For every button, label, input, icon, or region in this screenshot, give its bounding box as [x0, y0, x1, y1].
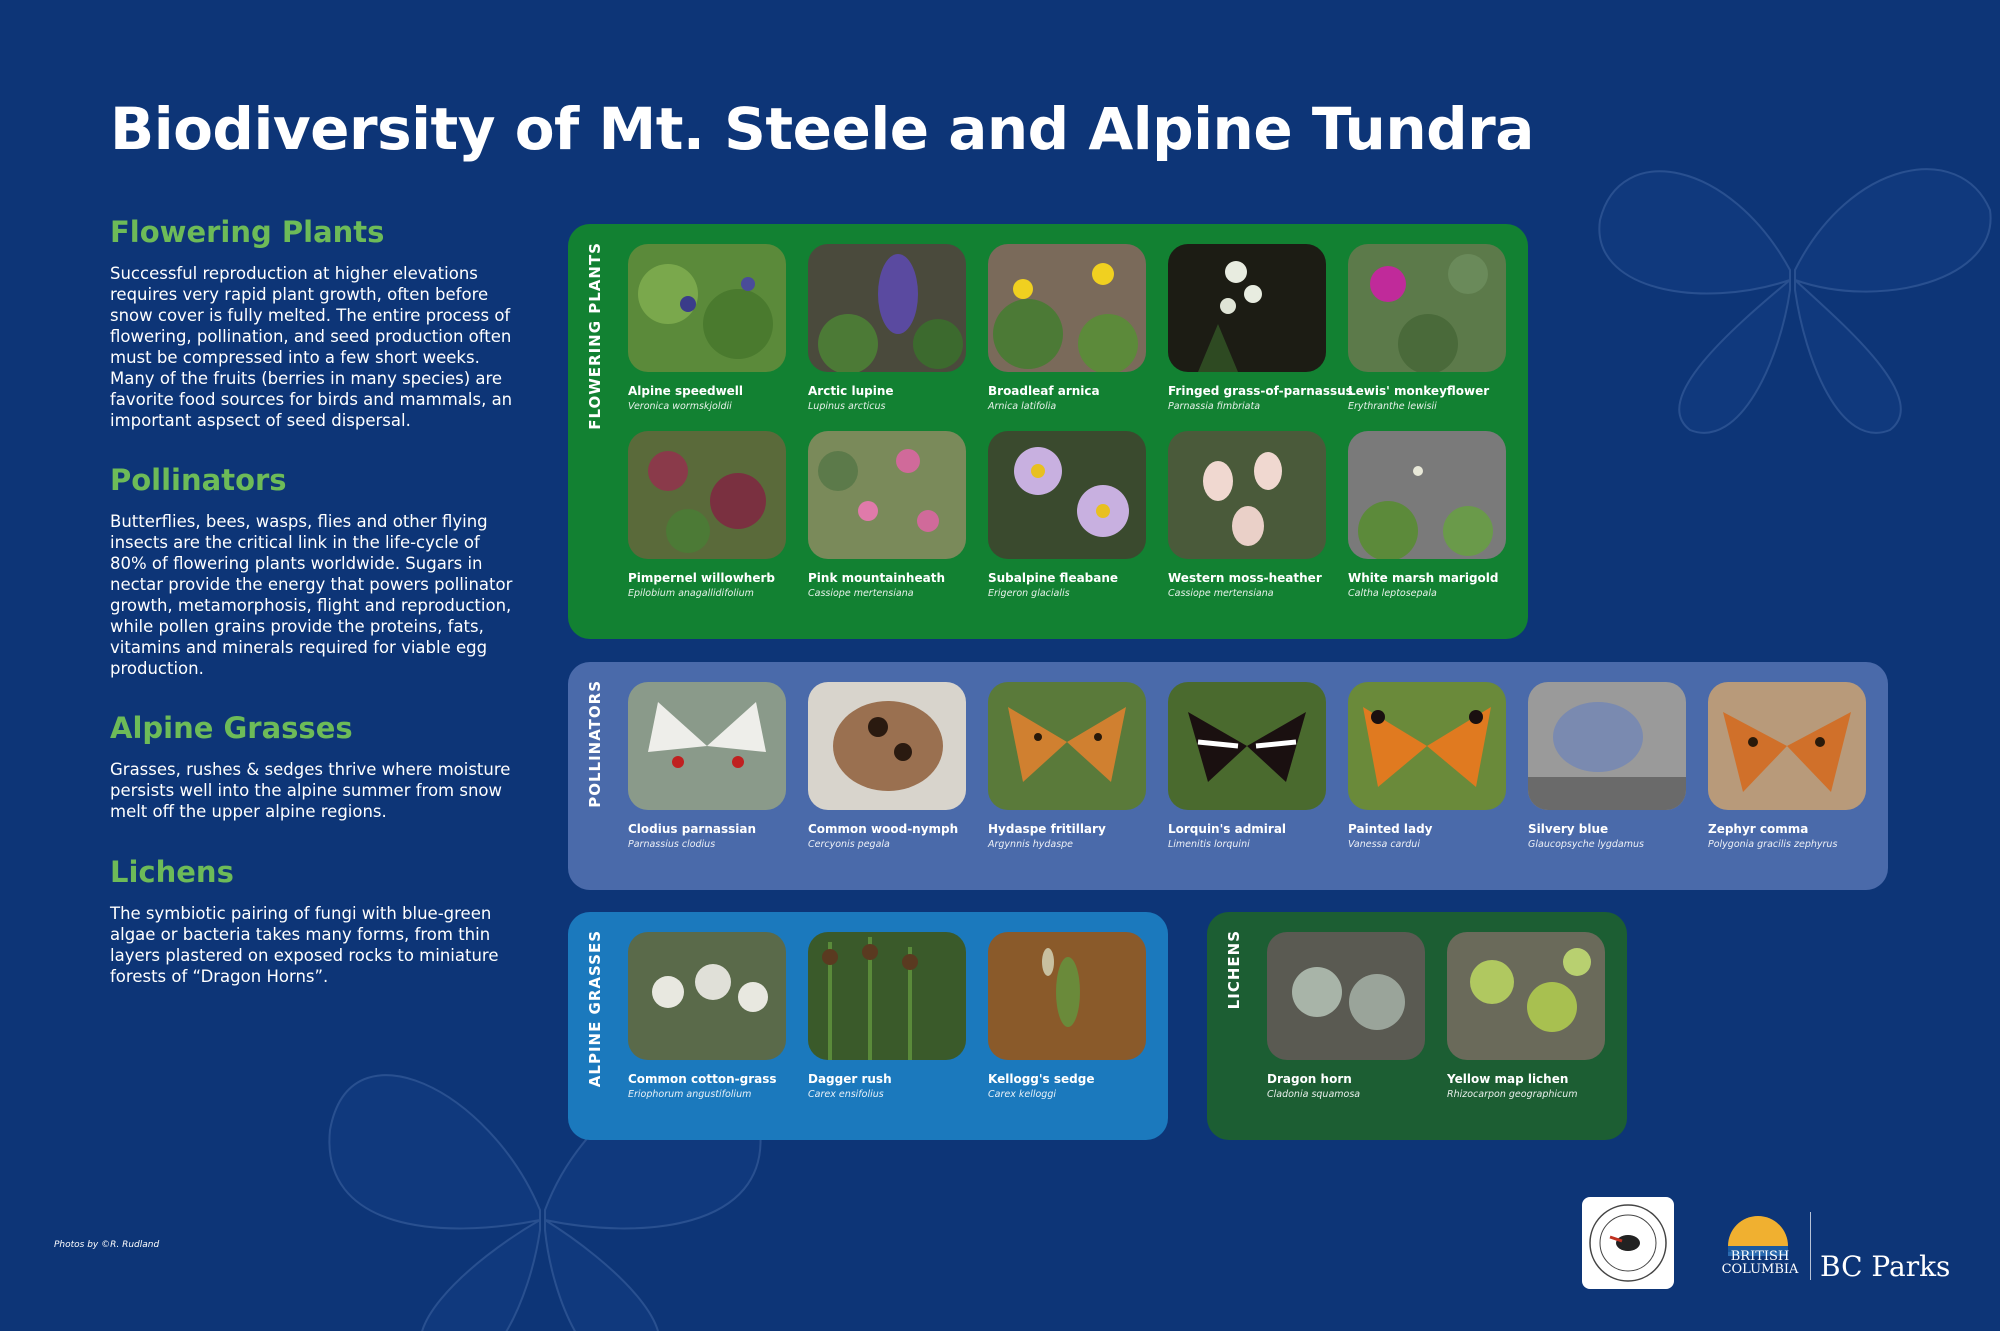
- pollinators-panel: [568, 662, 1888, 890]
- common-name: Kellogg's sedge: [988, 1072, 1095, 1086]
- species-card: [988, 682, 1146, 850]
- species-photo: [1348, 244, 1506, 372]
- latin-name: Cladonia squamosa: [1267, 1089, 1361, 1100]
- common-name: Subalpine fleabane: [988, 571, 1119, 585]
- species-card: [1267, 932, 1425, 1100]
- common-name: Alpine speedwell: [628, 384, 744, 398]
- common-name: Lewis' monkeyflower: [1348, 384, 1490, 398]
- latin-name: Lupinus arcticus: [808, 401, 886, 412]
- latin-name: Erigeron glacialis: [988, 588, 1070, 599]
- species-card: [988, 932, 1146, 1100]
- latin-name: Vanessa cardui: [1348, 839, 1420, 850]
- species-photo: [628, 682, 786, 810]
- species-photo: [988, 431, 1146, 559]
- common-name: Pimpernel willowherb: [628, 571, 775, 585]
- latin-name: Carex ensifolius: [808, 1089, 884, 1100]
- section-text: Grasses, rushes & sedges thrive where moisture persists well into the alpine summer from snow melt off the upper alpine regions.: [110, 760, 511, 821]
- common-name: Pink mountainheath: [808, 571, 945, 585]
- latin-name: Cercyonis pegala: [808, 839, 890, 850]
- species-card: [1708, 682, 1866, 850]
- lichens-panel: [1207, 912, 1627, 1140]
- section-pollinators: [110, 463, 520, 679]
- british-columbia-wordmark: [1710, 1250, 1810, 1276]
- panel-label: POLLINATORS: [586, 680, 604, 808]
- species-card: [988, 431, 1146, 599]
- butterfly-watermark-top-right: [1580, 100, 2000, 440]
- species-card: [628, 244, 786, 412]
- species-photo: [1348, 682, 1506, 810]
- species-photo: [988, 932, 1146, 1060]
- species-photo: [1528, 682, 1686, 810]
- common-name: Common wood-nymph: [808, 822, 959, 836]
- section-text: Successful reproduction at higher elevations requires very rapid plant growth, often before snow cover is fully melted. The entire process of flowering, pollination, and seed production often must be compressed into a few short weeks. Many of the fruits (berries in many species) are favorite food sources for birds and mammals, an important aspsect of seed dispersal.: [110, 264, 513, 430]
- section-text: Butterflies, bees, wasps, flies and other flying insects are the critical link in the life-cycle of 80% of flowering plants worldwide. Sugars in nectar provide the energy that powers pollinator growth, metamorphosis, flight and reproduction, while pollen grains provide the proteins, fats, vitamins and minerals required for viable egg production.: [110, 512, 513, 678]
- common-name: Lorquin's admiral: [1168, 822, 1287, 836]
- latin-name: Caltha leptosepala: [1348, 588, 1437, 599]
- latin-name: Cassiope mertensiana: [808, 588, 914, 599]
- species-card: [808, 682, 966, 850]
- species-photo: [628, 932, 786, 1060]
- bc-line-2: COLUMBIA: [1721, 1262, 1799, 1277]
- common-name: Arctic lupine: [808, 384, 894, 398]
- species-photo: [1168, 682, 1326, 810]
- section-flowering-plants: [110, 215, 520, 431]
- panel-label: FLOWERING PLANTS: [586, 242, 604, 430]
- species-card: [1168, 244, 1353, 412]
- latin-name: Eriophorum angustifolium: [628, 1089, 752, 1100]
- common-name: Painted lady: [1348, 822, 1433, 836]
- section-lichens: [110, 855, 520, 987]
- species-photo: [1447, 932, 1605, 1060]
- panel-label: ALPINE GRASSES: [586, 930, 604, 1088]
- photo-credit: Photos by ©R. Rudland: [54, 1240, 160, 1250]
- common-name: Hydaspe fritillary: [988, 822, 1106, 836]
- common-name: Dagger rush: [808, 1072, 892, 1086]
- bc-parks-wordmark: BC Parks: [1820, 1250, 1951, 1283]
- species-card: [1348, 431, 1506, 599]
- species-card: [1168, 682, 1326, 850]
- species-card: [1528, 682, 1686, 850]
- species-photo: [988, 244, 1146, 372]
- latin-name: Parnassia fimbriata: [1168, 401, 1261, 412]
- latin-name: Veronica wormskjoldii: [628, 401, 732, 412]
- species-card: [808, 244, 966, 412]
- species-photo: [988, 682, 1146, 810]
- species-card: [628, 682, 786, 850]
- latin-name: Carex kelloggi: [988, 1089, 1056, 1100]
- section-text: The symbiotic pairing of fungi with blue-green algae or bacteria takes many forms, from thin layers plastered on exposed rocks to miniature forests of “Dragon Horns”.: [110, 904, 499, 986]
- species-card: [808, 431, 966, 599]
- section-heading: Flowering Plants: [110, 215, 385, 249]
- common-name: Dragon horn: [1267, 1072, 1352, 1086]
- species-photo: [1267, 932, 1425, 1060]
- alpine-grasses-panel: [568, 912, 1168, 1140]
- species-card: [628, 431, 786, 599]
- latin-name: Erythranthe lewisii: [1348, 401, 1437, 412]
- species-photo: [1348, 431, 1506, 559]
- latin-name: Rhizocarpon geographicum: [1447, 1089, 1578, 1100]
- panel-label: LICHENS: [1225, 930, 1243, 1010]
- latin-name: Argynnis hydaspe: [988, 839, 1074, 850]
- species-card: [1168, 431, 1326, 599]
- latin-name: Cassiope mertensiana: [1168, 588, 1274, 599]
- species-photo: [808, 431, 966, 559]
- common-name: Common cotton-grass: [628, 1072, 777, 1086]
- latin-name: Parnassius clodius: [628, 839, 716, 850]
- logo-divider: [1810, 1212, 1811, 1280]
- common-name: White marsh marigold: [1348, 571, 1499, 585]
- species-photo: [628, 244, 786, 372]
- species-photo: [808, 682, 966, 810]
- common-name: Silvery blue: [1528, 822, 1609, 836]
- society-logo: [1582, 1197, 1674, 1289]
- common-name: Zephyr comma: [1708, 822, 1809, 836]
- species-photo: [808, 932, 966, 1060]
- section-heading: Pollinators: [110, 463, 287, 497]
- species-photo: [1708, 682, 1866, 810]
- section-heading: Alpine Grasses: [110, 711, 353, 745]
- latin-name: Arnica latifolia: [988, 401, 1057, 412]
- species-card: [1348, 682, 1506, 850]
- section-alpine-grasses: [110, 711, 520, 822]
- latin-name: Limenitis lorquini: [1168, 839, 1250, 850]
- latin-name: Polygonia gracilis zephyrus: [1708, 839, 1838, 850]
- page-title: Biodiversity of Mt. Steele and Alpine Tundra: [110, 95, 1534, 163]
- species-photo: [1168, 244, 1326, 372]
- species-card: [628, 932, 786, 1100]
- society-seal-icon: [1582, 1197, 1674, 1289]
- common-name: Fringed grass-of-parnassus: [1168, 384, 1353, 398]
- latin-name: Glaucopsyche lygdamus: [1528, 839, 1644, 850]
- flowering-plants-panel: [568, 224, 1528, 639]
- species-photo: [1168, 431, 1326, 559]
- species-photo: [628, 431, 786, 559]
- bc-line-1: BRITISH: [1730, 1249, 1790, 1264]
- species-card: [1447, 932, 1605, 1100]
- common-name: Broadleaf arnica: [988, 384, 1100, 398]
- species-card: [1348, 244, 1506, 412]
- latin-name: Epilobium anagallidifolium: [628, 588, 754, 599]
- section-heading: Lichens: [110, 855, 234, 889]
- common-name: Yellow map lichen: [1447, 1072, 1569, 1086]
- common-name: Clodius parnassian: [628, 822, 757, 836]
- species-card: [808, 932, 966, 1100]
- species-card: [988, 244, 1146, 412]
- species-photo: [808, 244, 966, 372]
- common-name: Western moss-heather: [1168, 571, 1322, 585]
